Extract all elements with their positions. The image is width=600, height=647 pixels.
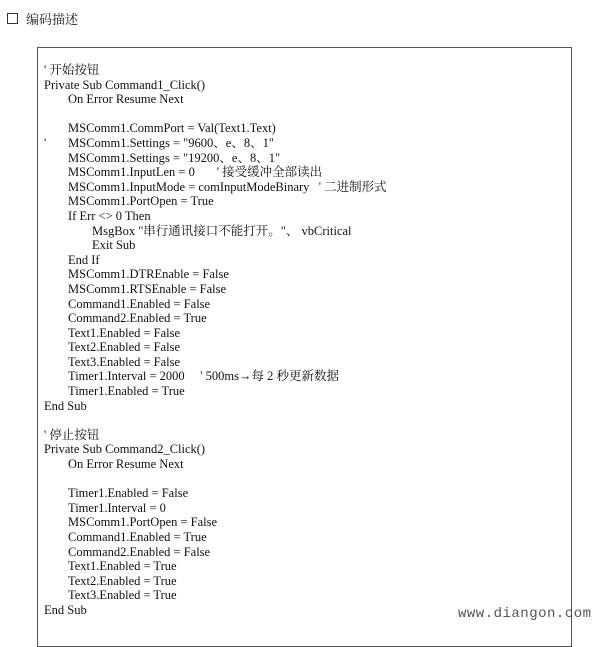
- code-line: MSComm1.RTSEnable = False: [68, 281, 227, 296]
- code-line: Private Sub Command1_Click(): [44, 77, 206, 92]
- code-listing: [44, 63, 387, 618]
- code-line: ' MSComm1.Settings = "9600、e、8、1": [44, 135, 274, 150]
- code-line: Command1.Enabled = False: [68, 296, 211, 311]
- code-line: MSComm1.DTREnable = False: [68, 267, 229, 282]
- code-line: Timer1.Enabled = True: [68, 384, 185, 399]
- code-line: [44, 107, 387, 122]
- code-line: Command2.Enabled = True: [68, 311, 207, 326]
- code-line: Command1.Enabled = True: [68, 530, 207, 544]
- code-line: Text2.Enabled = True: [68, 573, 177, 588]
- code-line: Private Sub Command2_Click(): [44, 442, 206, 457]
- code-line: ' 开始按钮: [44, 63, 100, 77]
- code-line: [44, 472, 387, 487]
- code-line: On Error Resume Next: [68, 457, 184, 472]
- code-line: [44, 413, 387, 428]
- watermark: www.diangon.com: [458, 606, 592, 622]
- code-line: Exit Sub: [92, 238, 136, 253]
- code-line: Text3.Enabled = False: [68, 354, 181, 369]
- code-line: MSComm1.Settings = "19200、e、8、1": [68, 150, 281, 165]
- checkbox-square-icon: [7, 13, 18, 24]
- code-line: End If: [68, 252, 100, 267]
- code-line: Text1.Enabled = False: [68, 325, 181, 340]
- code-line: If Err <> 0 Then: [68, 208, 151, 223]
- code-line: End Sub: [44, 398, 87, 413]
- code-line: On Error Resume Next: [68, 92, 184, 107]
- code-line: MsgBox "串行通讯接口不能打开。"、 vbCritical: [92, 223, 352, 238]
- code-line: End Sub: [44, 602, 87, 617]
- code-line: MSComm1.CommPort = Val(Text1.Text): [68, 121, 276, 136]
- code-line: Timer1.Interval = 0: [68, 500, 166, 515]
- code-line: Text1.Enabled = True: [68, 559, 177, 574]
- code-line: Text3.Enabled = True: [68, 588, 177, 603]
- code-line: MSComm1.InputMode = comInputModeBinary ' 二进制形式: [68, 179, 387, 194]
- code-line: Command2.Enabled = False: [68, 544, 211, 559]
- code-line: ' 停止按钮: [44, 427, 100, 442]
- section-title: 编码描述: [26, 13, 79, 28]
- code-line: MSComm1.InputLen = 0 ' 接受缓冲全部读出: [68, 165, 323, 180]
- code-line: MSComm1.PortOpen = True: [68, 194, 214, 209]
- code-line: MSComm1.PortOpen = False: [68, 515, 218, 530]
- code-line: Timer1.Interval = 2000 ' 500ms→每 2 秒更新数据: [68, 369, 339, 384]
- section-header: [7, 9, 78, 28]
- code-line: Timer1.Enabled = False: [68, 486, 189, 501]
- code-line: Text2.Enabled = False: [68, 340, 181, 355]
